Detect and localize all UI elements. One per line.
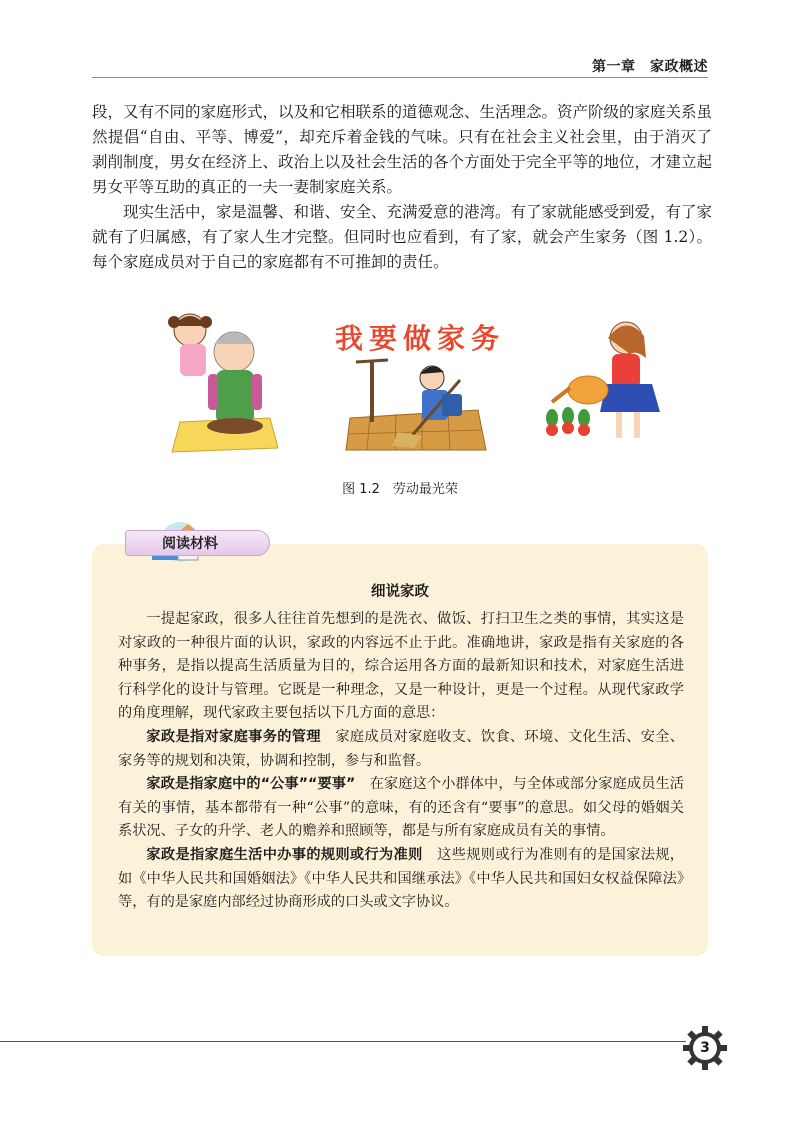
point-lead: 家政是指家庭中的“公事”“要事” — [146, 776, 356, 793]
body-paragraph: 段，又有不同的家庭形式，以及和它相联系的道德观念、生活理念。资产阶级的家庭关系虽然提倡“自由、平等、博爱”，却充斥着金钱的气味。只有在社会主义社会里，由于消灭了剥削制度，男女在经济上、政治上以及社会生活的各个方面处于完全平等的地位，才建立起男女平等互助的真正的一夫一妻制家庭关系。 — [92, 103, 713, 196]
reading-material-tag: 阅读材料 — [125, 530, 270, 556]
point-text: 这些规则或行为准则有的是国家法规，如《中华人民共和国婚姻法》《中华人民共和国继承法》《中华人民共和国妇女权益保障法》等，有的是家庭内部经过协商形成的口头或文字协议。 — [118, 846, 684, 911]
point-text: 家庭成员对家庭收支、饮食、环境、文化生活、安全、家务等的规划和决策，协调和控制，参与和监督。 — [118, 728, 684, 769]
reading-point — [118, 726, 684, 773]
girl-watering-illustration — [546, 322, 660, 438]
footer-divider — [0, 1041, 686, 1042]
point-lead: 家政是指对家庭事务的管理 — [146, 728, 321, 745]
chapter-header: 第一章 家政概述 — [592, 59, 708, 75]
header-divider — [92, 77, 708, 78]
reading-point — [118, 844, 684, 915]
point-lead: 家政是指家庭生活中办事的规则或行为准则 — [146, 846, 423, 863]
reading-intro: 一提起家政，很多人往往首先想到的是洗衣、做饭、打扫卫生之类的事情，其实这是对家政的一种很片面的认识，家政的内容远不止于此。准确地讲，家政是指有关家庭的各种事务，是指以提高生活质量为目的，综合运用各方面的最新知识和技术，对家庭生活进行科学化的设计与管理。它既是一种理念，又是一种设计，更是一个过程。从现代家政学的角度理解，现代家政主要包括以下几方面的意思： — [118, 611, 684, 722]
body-text — [92, 100, 712, 275]
grandmother-girl-illustration — [168, 314, 278, 452]
housework-poster — [335, 322, 505, 450]
figure-illustration — [160, 300, 680, 470]
point-text: 在家庭这个小群体中，与全体或部分家庭成员生活有关的事情，基本都带有一种“公事”的意味，有的还含有“要事”的意思。如父母的婚姻关系状况、子女的升学、老人的赡养和照顾等，都是与所有家庭成员有关的事情。 — [118, 776, 684, 840]
reading-point — [118, 773, 684, 844]
page-number: 3 — [700, 1040, 710, 1056]
poster-title: 我要做家务 — [334, 322, 506, 355]
body-paragraph: 现实生活中，家是温馨、和谐、安全、充满爱意的港湾。有了家就能感受到爱，有了家就有了归属感，有了家人生才完整。但同时也应看到，有了家，就会产生家务（图 1.2）。每个家庭成员对于自己的家庭都有不可推卸的责任。 — [92, 203, 713, 271]
figure-caption: 图 1.2 劳动最光荣 — [342, 482, 458, 497]
reading-text — [118, 608, 684, 915]
reading-title: 细说家政 — [371, 584, 429, 600]
